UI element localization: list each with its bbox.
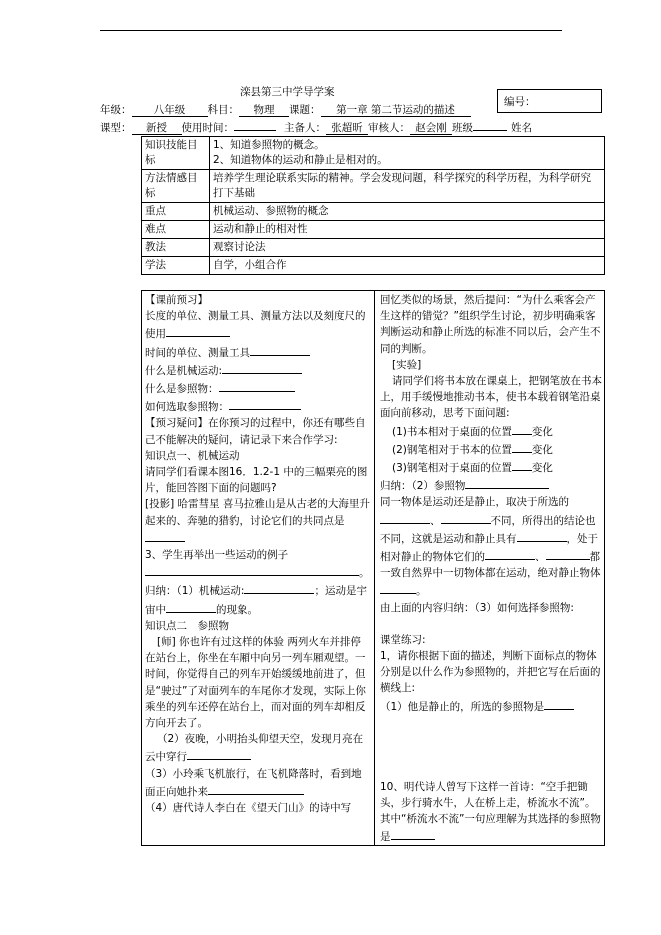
page-title: 滦县第三中学导学案 (240, 86, 335, 98)
subject-value: 物理 (239, 104, 289, 117)
preview-item: 如何选取参照物： (145, 397, 371, 415)
time-value (234, 130, 276, 131)
paragraph: [师] 你也许有过这样的体验 两列火车并排停在站台上，你坐在车厢中向另一列车厢观望。一时间，你觉得自己的列车开始缓缓地前进了，但是“驶过”了对面列车的车尾你才发现，实际上你乘坐的列车还停在站台上，而对面的列车却相反方向开去了。 (145, 636, 366, 730)
preview-item: 什么是机械运动: (145, 361, 371, 379)
column-divider (374, 291, 375, 845)
blank-line: 。 (145, 563, 371, 581)
preview-item: 长度的单位、测量工具、测量方法以及刻度尺的使用 (145, 310, 366, 341)
row-key: 难点 (142, 221, 210, 239)
row-key: 学法 (142, 257, 210, 275)
header-row-2 (100, 120, 532, 135)
class-value (473, 130, 507, 131)
question: (1)书本相对于桌面的位置 变化 (380, 422, 602, 440)
topic-value: 第一章 第二节运动的描述 (321, 104, 471, 117)
knowledge-point-1: 知识点一、机械运动 (145, 449, 240, 462)
table-row (142, 257, 605, 275)
table-row (142, 170, 605, 203)
question: (2)钢笔相对于书本的位置 变化 (380, 440, 602, 458)
preview-title: 【课前预习】 (145, 294, 208, 306)
row-key: 知识技能目标 (142, 137, 210, 170)
paragraph: [投影] 哈雷彗星 喜马拉雅山是从古老的大海里升起来的、奔驰的猎豹，讨论它们的共同点是 (145, 496, 371, 547)
id-label: 编号： (504, 96, 536, 108)
row-key: 教法 (142, 239, 210, 257)
preview-question: 【预习疑问】在你预习的过程中，你还有哪些自己不能解决的疑问，请记录下来合作学习: (145, 417, 366, 446)
type-value: 新授 (132, 122, 182, 135)
left-column (145, 292, 371, 816)
subject-label: 科目： (207, 104, 239, 116)
id-box (497, 89, 602, 113)
type-label: 课型： (100, 122, 132, 134)
time-label: 使用时间： (181, 122, 234, 134)
paragraph: 同一物体是运动还是静止，取决于所选的、 不同，所得出的结论也不同，这就是运动和静止具有 ，处于相对静止的物体它们的 、 都一致自然界中一切物体都在运动，绝对静止物体。 (380, 496, 601, 598)
topic-label: 课题： (289, 104, 321, 116)
paragraph: 请同学们将书本放在课桌上，把钢笔放在书本上，用手缓慢地推动书本，使书本载着钢笔沿桌面向前移动，思考下面问题: (380, 375, 602, 420)
preparer-label: 主备人： (284, 122, 326, 134)
paragraph: （4）唐代诗人李白在《望天门山》的诗中写 (145, 802, 352, 815)
table-row (142, 137, 605, 170)
table-row (142, 203, 605, 221)
paragraph: 由上面的内容归纳：（3）如何选择参照物: (380, 601, 574, 614)
experiment-title: [实验] (392, 358, 422, 371)
reviewer-label: 审核人： (368, 122, 410, 134)
exercise: 1，请你根据下面的描述，判断下面标点的物体分别是以什么作为参照物的，并把它写在后面的横线上: (380, 650, 601, 695)
exercise-title: 课堂练习: (380, 633, 426, 646)
row-value: 观察讨论法 (210, 239, 605, 257)
row-line: 2、知道物体的运动和静止是相对的。 (213, 154, 388, 166)
objectives-table (141, 136, 605, 275)
summary: 归纳：（2）参照物 (380, 476, 602, 494)
exercise: 10、明代诗人曾写下这样一首诗：“空手把锄头，步行骑水牛，人在桥上走，桥流水不流”。其中“桥流水不流”一句应理解为其选择的参照物是 (380, 780, 601, 844)
table-row (142, 221, 605, 239)
name-label: 姓名 (511, 122, 532, 134)
paragraph: 3、学生再举出一些运动的例子 (145, 549, 289, 562)
table-row (142, 239, 605, 257)
class-label: 班级 (452, 122, 473, 134)
grade-label: 年级： (100, 104, 132, 116)
exercise: （1）他是静止的，所选的参照物是 (380, 697, 602, 715)
paragraph: （3）小玲乘飞机旅行，在飞机降落时，看到地面正向她扑来 (145, 767, 362, 798)
preview-item: 什么是参照物： (145, 379, 371, 397)
row-key: 重点 (142, 203, 210, 221)
paragraph: （2）夜晚，小明抬头仰望天空，发现月亮在云中穿行 (145, 733, 364, 764)
paragraph: 请同学们看课本图16．1.2-1 中的三幅栗亮的图片，能回答图下面的问题吗? (145, 466, 368, 495)
preparer-value: 张超昕 (326, 122, 368, 135)
reviewer-value: 赵会刚 (410, 122, 452, 135)
row-key: 方法情感目标 (142, 170, 210, 203)
summary: 归纳：（1）机械运动: ；运动是宇宙中 的现象。 (145, 581, 371, 617)
row-value: 运动和静止的相对性 (210, 221, 605, 239)
row-value (210, 137, 605, 170)
header-row-1 (100, 102, 471, 117)
lesson-body (141, 290, 605, 846)
preview-item: 时间的单位、测量工具 (145, 343, 371, 361)
row-value: 培养学生理论联系实际的精神。学会发现问题，科学探究的科学历程，为科学研究打下基础 (210, 170, 605, 203)
row-line: 1、知道参照物的概念。 (213, 139, 325, 151)
header-rule (100, 30, 562, 31)
knowledge-point-2: 知识点二 参照物 (145, 619, 229, 632)
question: (3)钢笔相对于桌面的位置 变化 (380, 458, 602, 476)
right-column (380, 292, 602, 846)
row-value: 机械运动、参照物的概念 (210, 203, 605, 221)
paragraph: 回忆类似的场景，然后提问：“为什么乘客会产生这样的错觉？”组织学生讨论，初步明确乘客判断运动和静止所选的标准不同以后，会产生不同的判断。 (380, 294, 601, 355)
grade-value: 八年级 (132, 104, 208, 117)
row-value: 自学，小组合作 (210, 257, 605, 275)
